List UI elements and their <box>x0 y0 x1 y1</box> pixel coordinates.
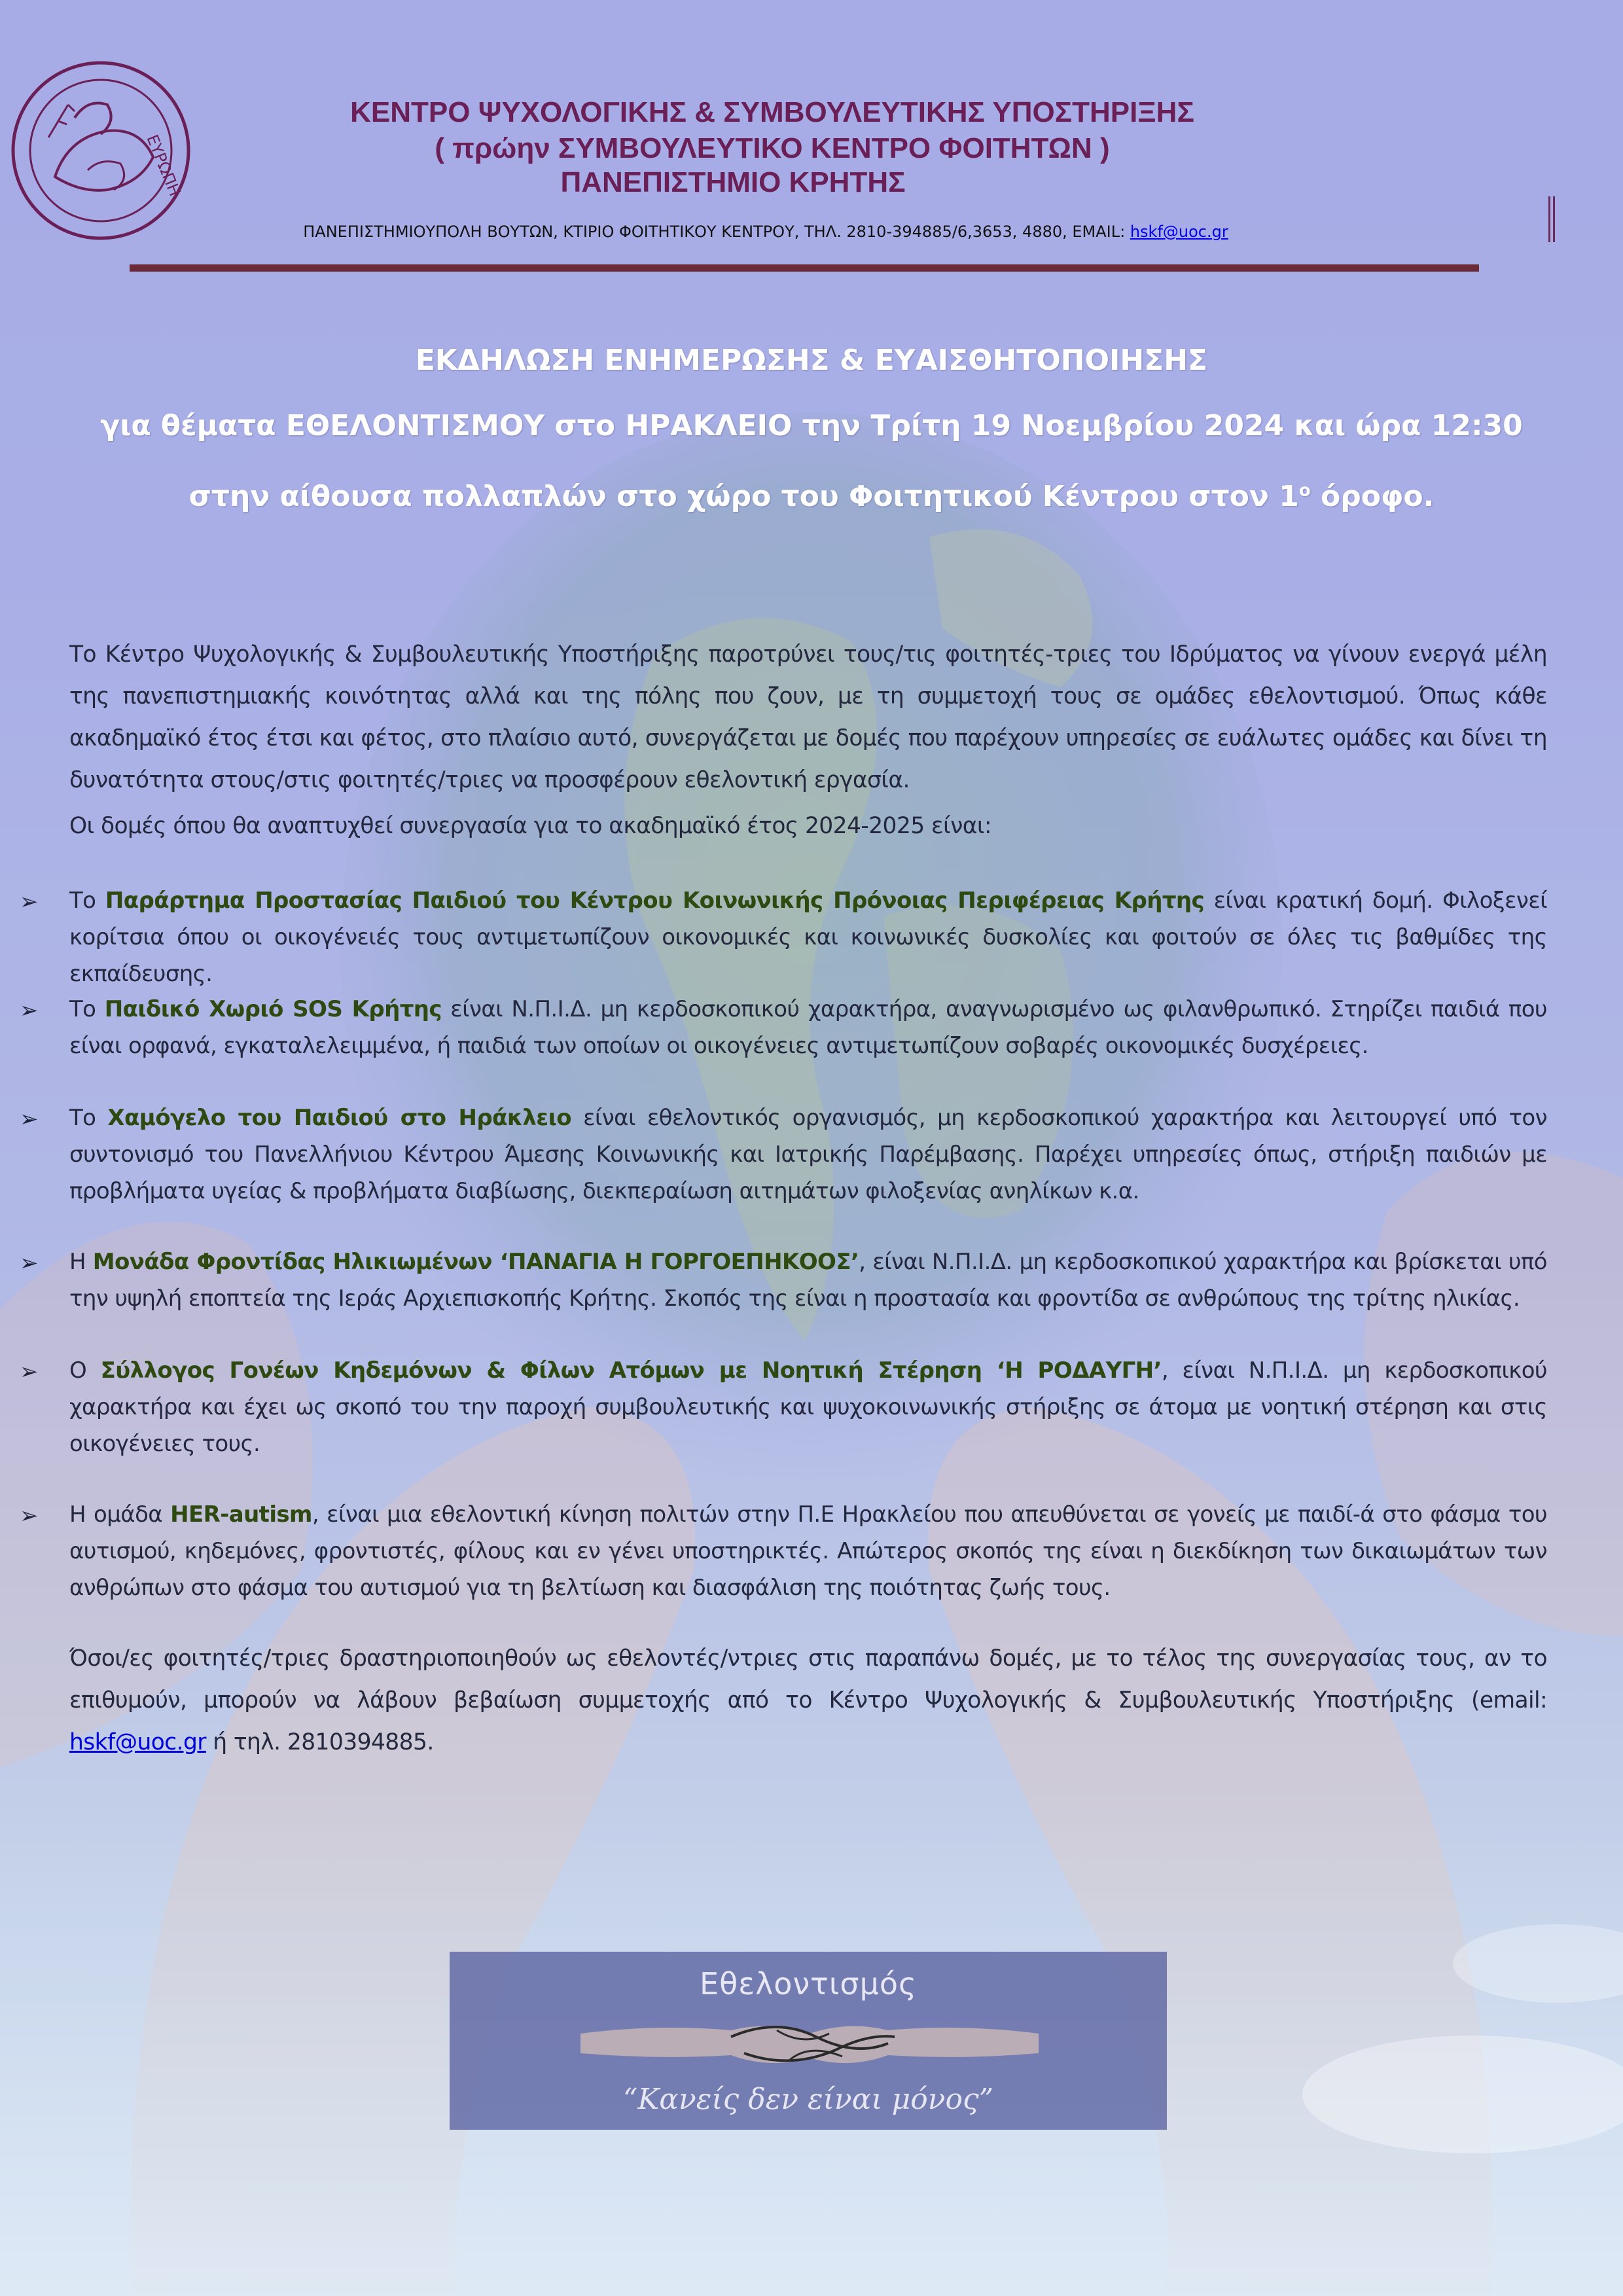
list-item-text: Το Παράρτημα Προστασίας Παιδιού του Κέντρου Κοινωνικής Πρόνοιας Περιφέρειας Κρήτης είναι κρατική δομή. Φιλοξενεί κορίτσια όπου οι οικογένειές τους αντιμετωπίζουν οικονομικές και κοινωνικές δυσκολίες και φοιτούν σε όλες τις βαθμίδες της εκπαίδευσης. <box>69 888 1547 987</box>
structure-name: Μονάδα Φροντίδας Ηλικιωμένων ‘ΠΑΝΑΓΙΑ Η ΓΟΡΓΟΕΠΗΚΟΟΣ’ <box>92 1249 859 1275</box>
contact-email-link[interactable]: hskf@uoc.gr <box>1130 223 1228 241</box>
closing-email-link[interactable]: hskf@uoc.gr <box>69 1729 206 1755</box>
handshake-icon <box>580 1998 1039 2083</box>
list-item-text: Ο Σύλλογος Γονέων Κηδεμόνων & Φίλων Ατόμων με Νοητική Στέρηση ‘Η ΡΟΔΑΥΓΗ’, είναι Ν.Π.Ι.Δ. μη κερδοσκοπικού χαρακτήρα και έχει ως σκοπό του την παροχή συμβουλευτικής και ψυχοκοινωνικής στήριξης σε άτομα με νοητική στέρηση και στις οικογένειες τους. <box>69 1357 1547 1457</box>
list-item-text: Το Χαμόγελο του Παιδιού στο Ηράκλειο είναι εθελοντικός οργανισμός, μη κερδοσκοπικού χαρακτήρα και λειτουργεί υπό τον συντονισμό του Πανελλήνιου Κέντρου Άμεσης Κοινωνικής και Ιατρικής Παρέμβασης. Παρέχει υπηρεσίες όπως, στήριξη παιδιών με προβλήματα υγείας & προβλήματα διαβίωσης, διεκπεραίωση αιτημάτων φιλοξενίας ανηλίκων κ.α. <box>69 1105 1547 1204</box>
event-date-line: για θέματα ΕΘΕΛΟΝΤΙΣΜΟΥ στο ΗΡΑΚΛΕΙΟ την Τρίτη 19 Νοεμβρίου 2024 και ώρα 12:30 <box>100 409 1523 442</box>
volunteer-banner <box>450 1952 1167 2130</box>
event-location-tail: όροφο. <box>1310 480 1435 513</box>
university-seal-logo <box>9 59 192 242</box>
seal-text: ΕΥΡΩΠΗ <box>143 132 185 199</box>
event-title: ΕΚΔΗΛΩΣΗ ΕΝΗΜΕΡΩΣΗΣ & ΕΥΑΙΣΘΗΤΟΠΟΙΗΣΗΣ <box>415 344 1208 377</box>
contact-text: ΠΑΝΕΠΙΣΤΗΜΙΟΥΠΟΛΗ ΒΟΥΤΩΝ, ΚΤΙΡΙΟ ΦΟΙΤΗΤΙΚΟΥ ΚΕΝΤΡΟΥ, ΤΗΛ. 2810-394885/6,3653, 4880, EMAIL: <box>303 223 1130 241</box>
header-divider <box>130 264 1479 272</box>
structure-name: Χαμόγελο του Παιδιού στο Ηράκλειο <box>107 1105 572 1131</box>
contact-line <box>144 223 1387 241</box>
list-item-text: Το Παιδικό Χωριό SOS Κρήτης είναι Ν.Π.Ι.Δ. μη κερδοσκοπικού χαρακτήρα, αναγνωρισμένο ως φιλανθρωπικό. Στηρίζει παιδιά που είναι ορφανά, εγκαταλελειμμένα, ή παιδιά των οποίων οι οικογένειες αντιμετωπίζουν σοβαρές οικονομικές δυσχέρειες. <box>69 996 1548 1059</box>
arrow-bullet-icon: ➢ <box>20 889 39 915</box>
org-title-line2: ( πρώην ΣΥΜΒΟΥΛΕΥΤΙΚΟ ΚΕΝΤΡΟ ΦΟΙΤΗΤΩΝ ) <box>435 132 1110 164</box>
structures-intro: Οι δομές όπου θα αναπτυχθεί συνεργασία για το ακαδημαϊκό έτος 2024-2025 είναι: <box>69 813 991 839</box>
arrow-bullet-icon: ➢ <box>20 1359 39 1385</box>
list-item-text: Η ομάδα HER-autism, είναι μια εθελοντική κίνηση πολιτών στην Π.Ε Ηρακλείου που απευθύνεται σε γονείς με παιδί-ά στο φάσμα του αυτισμού, κηδεμόνες, φροντιστές, φίλους και εν γένει υποστηρικτές. Απώτερος σκοπός της είναι η διεκδίκηση των δικαιωμάτων των ανθρώπων στο φάσμα του αυτισμού για τη βελτίωση και διασφάλιση της ποιότητας ζωής τους. <box>69 1501 1547 1601</box>
arrow-bullet-icon: ➢ <box>20 1503 39 1529</box>
structure-name: Παιδικό Χωριό SOS Κρήτης <box>104 996 442 1022</box>
org-title-line1: ΚΕΝΤΡΟ ΨΥΧΟΛΟΓΙΚΗΣ & ΣΥΜΒΟΥΛΕΥΤΙΚΗΣ ΥΠΟΣΤΗΡΙΞΗΣ <box>350 96 1194 128</box>
event-location-line <box>0 480 1623 513</box>
arrow-bullet-icon: ➢ <box>20 1106 39 1132</box>
banner-subtitle: “Κανείς δεν είναι μόνος” <box>622 2083 994 2116</box>
list-item-text: Η Μονάδα Φροντίδας Ηλικιωμένων ‘ΠΑΝΑΓΙΑ Η ΓΟΡΓΟΕΠΗΚΟΟΣ’, είναι Ν.Π.Ι.Δ. μη κερδοσκοπικού χαρακτήρα και βρίσκεται υπό την υψηλή εποπτεία της Ιεράς Αρχιεπισκοπής Κρήτης. Σκοπός της είναι η προστασία και φροντίδα σε ανθρώπους της τρίτης ηλικίας. <box>69 1249 1547 1312</box>
event-location-text: στην αίθουσα πολλαπλών στο χώρο του Φοιτητικού Κέντρου στον 1 <box>188 480 1299 513</box>
event-floor-superscript: ο <box>1298 480 1311 501</box>
org-title-line3: ΠΑΝΕΠΙΣΤΗΜΙΟ ΚΡΗΤΗΣ <box>560 166 906 198</box>
closing-text: Όσοι/ες φοιτητές/τριες δραστηριοποιηθούν ως εθελοντές/ντριες στις παραπάνω δομές, με το τέλος της συνεργασίας τους, αν το επιθυμούν, μπορούν να λάβουν βεβαίωση συμμετοχής από το Κέντρο Ψυχολογικής & Συμβουλευτικής Υποστήριξης (email: <box>69 1645 1547 1713</box>
arrow-bullet-icon: ➢ <box>20 1250 39 1276</box>
structure-name: Σύλλογος Γονέων Κηδεμόνων & Φίλων Ατόμων με Νοητική Στέρηση ‘Η ΡΟΔΑΥΓΗ’ <box>100 1357 1162 1384</box>
closing-phone: ή τηλ. 2810394885. <box>205 1729 434 1755</box>
structure-name: HER-autism <box>170 1501 312 1528</box>
double-bar-mark <box>1548 196 1555 242</box>
banner-title: Εθελοντισμός <box>700 1966 917 2001</box>
structure-name: Παράρτημα Προστασίας Παιδιού του Κέντρου Κοινωνικής Πρόνοιας Περιφέρειας Κρήτης <box>105 888 1205 914</box>
closing-paragraph <box>69 1638 1547 1763</box>
arrow-bullet-icon: ➢ <box>20 997 39 1024</box>
intro-paragraph: Το Κέντρο Ψυχολογικής & Συμβουλευτικής Υποστήριξης παροτρύνει τους/τις φοιτητές-τριες του Ιδρύματος να γίνουν ενεργά μέλη της πανεπιστημιακής κοινότητας αλλά και της πόλης που ζουν, με τη συμμετοχή τους σε ομάδες εθελοντισμού. Όπως κάθε ακαδημαϊκό έτος έτσι και φέτος, στο πλαίσιο αυτό, συνεργάζεται με δομές που παρέχουν υπηρεσίες σε ευάλωτες ομάδες και δίνει τη δυνατότητα στους/στις φοιτητές/τριες να προσφέρουν εθελοντική εργασία. <box>69 641 1547 793</box>
